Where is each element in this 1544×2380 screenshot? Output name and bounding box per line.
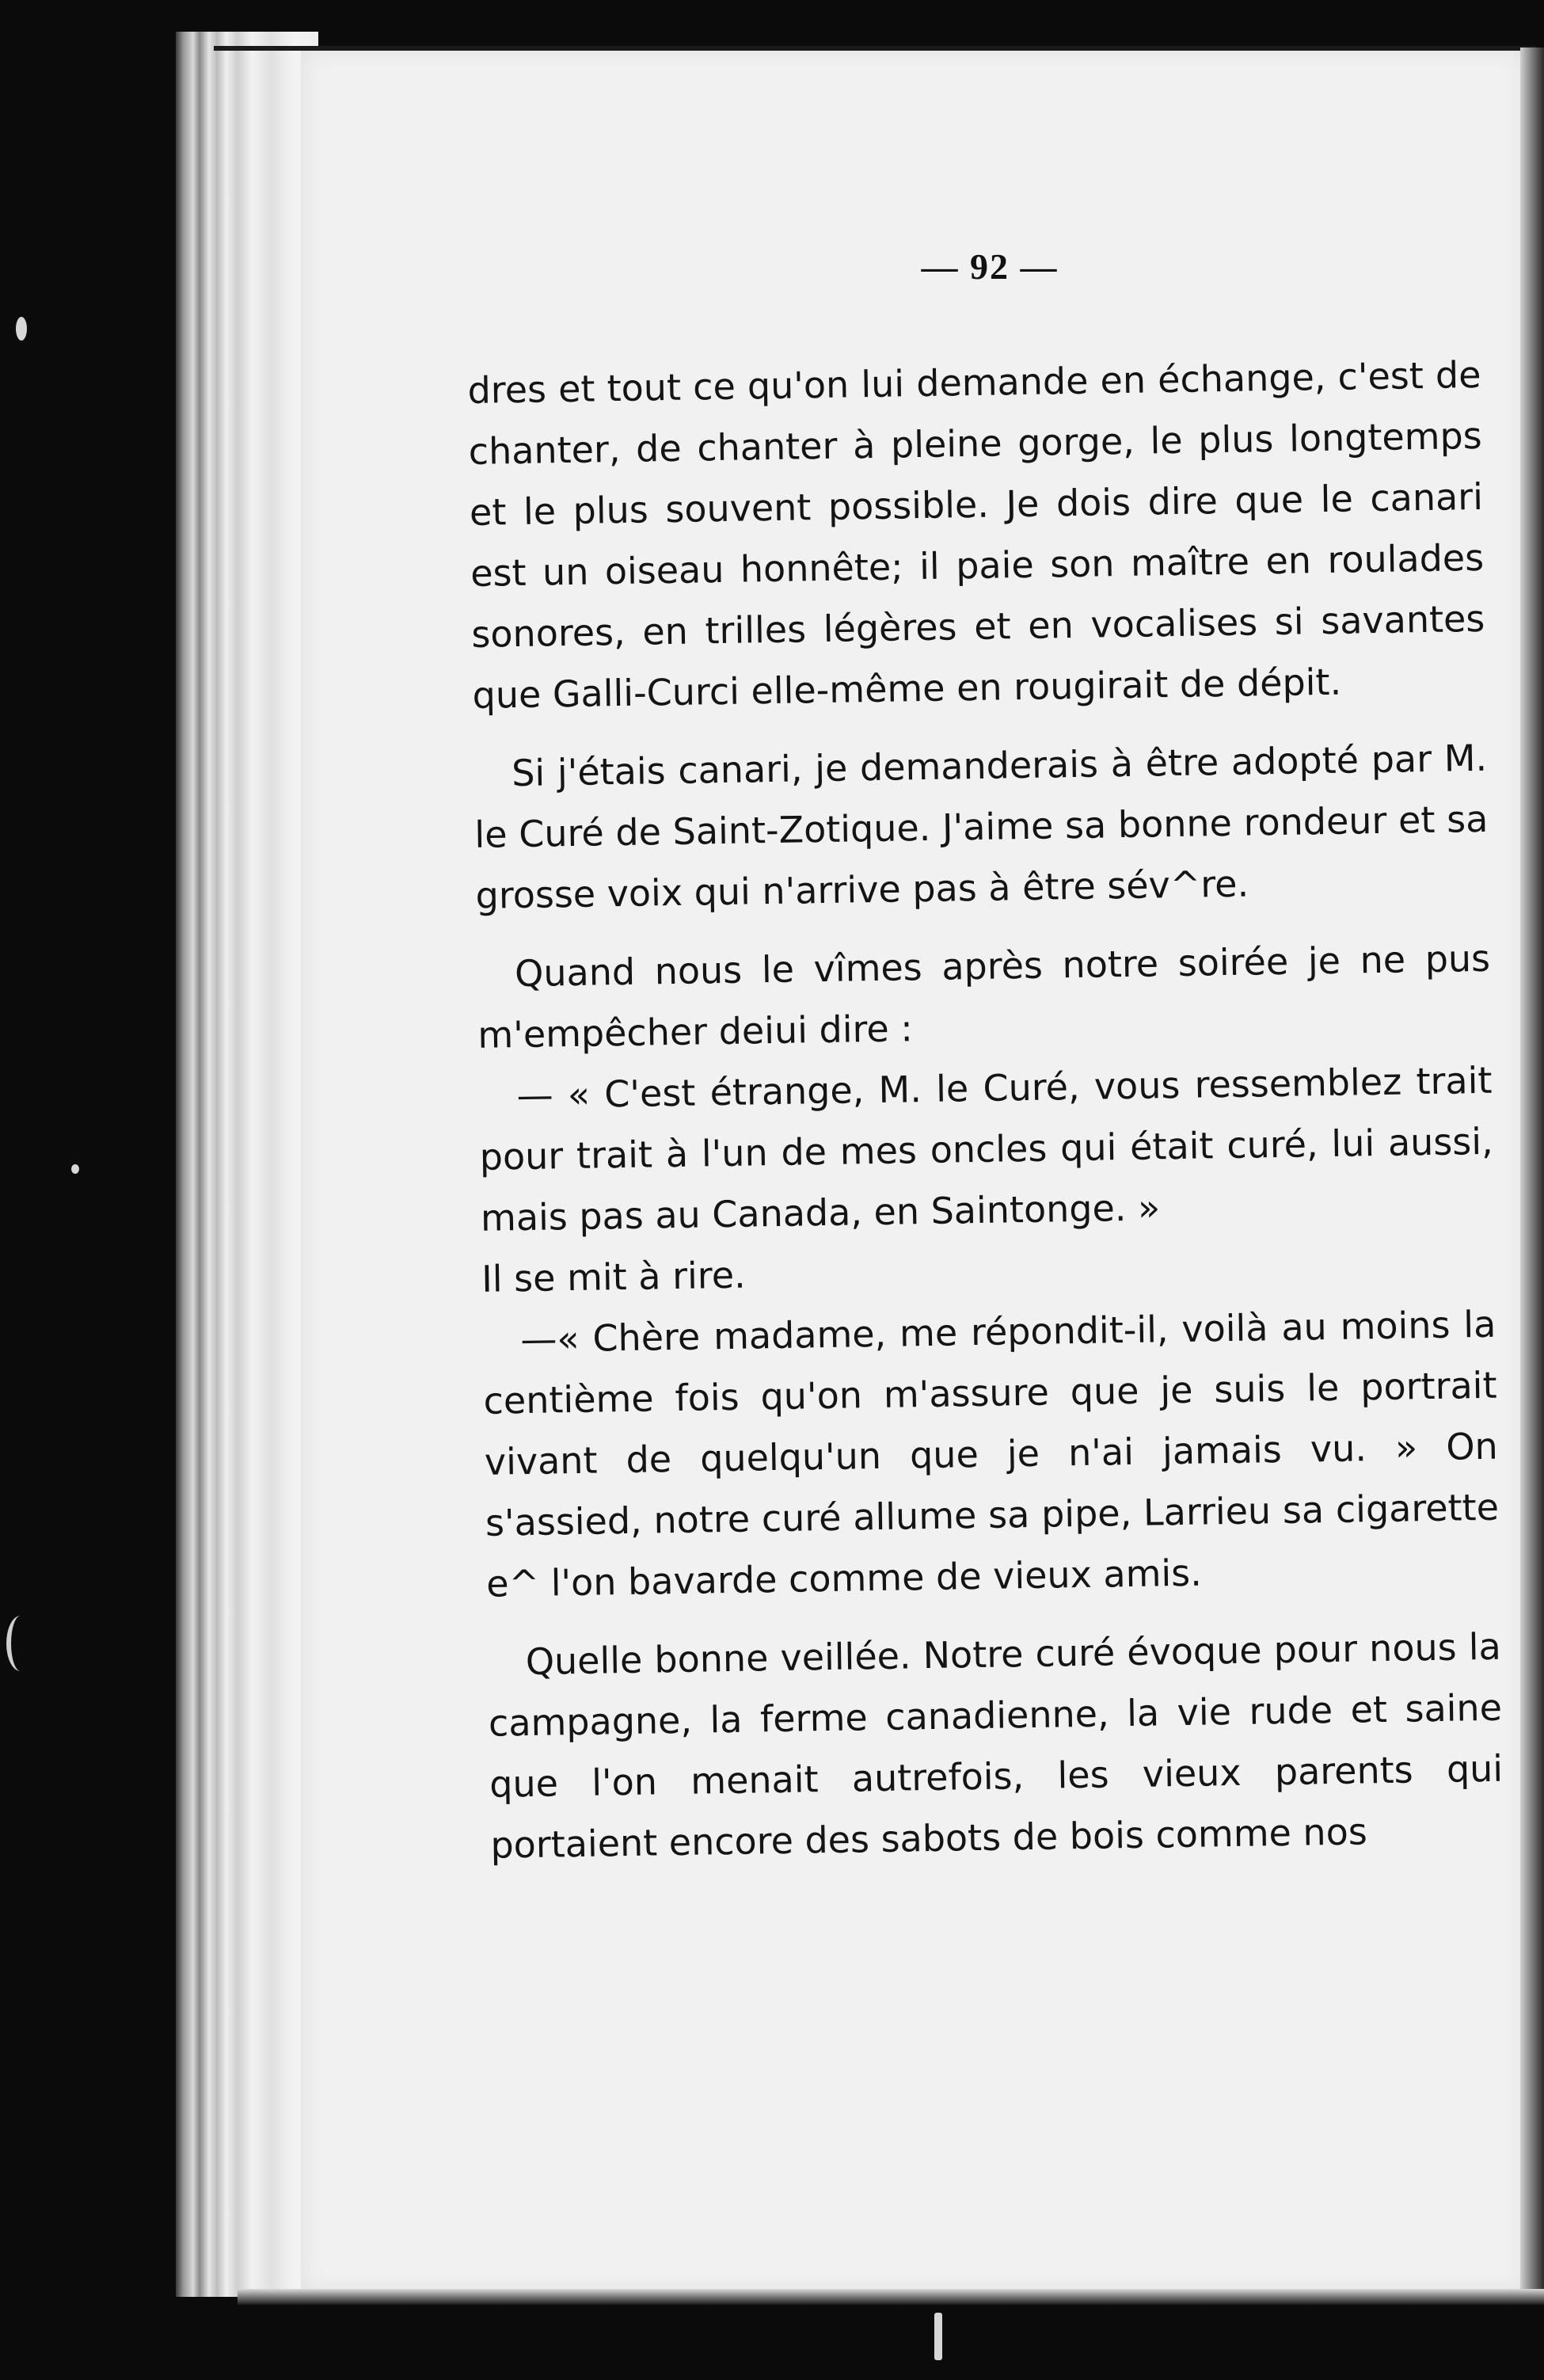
scan-speck (71, 1164, 79, 1174)
paragraph: — « C'est étrange, M. le Curé, vous ressemblez trait pour trait à l'un de mes oncles qui était curé, lui aussi, mais pas au Canada, en Saintonge. » (479, 1058, 1494, 1240)
bottom-page-edge (238, 2289, 1544, 2305)
paragraph: Quelle bonne veillée. Notre curé évoque pour nous la campagne, la ferme canadienne, la vie rude et saine que l'on menait autrefois, les vieux parents qui portaient encore des sabots de bois comme nos (488, 1624, 1504, 1867)
page-number: — 92 — (921, 246, 1059, 287)
scan-speck (934, 2313, 942, 2360)
scan-speck (6, 1616, 35, 1671)
paragraph: Il se mit à rire. (481, 1253, 747, 1300)
top-page-edge (214, 46, 1536, 51)
scan-speck (16, 317, 27, 341)
paragraph: Quand nous le vîmes après notre soirée je ne pus m'empêcher deiui dire : (477, 936, 1491, 1057)
book-binding-edge (176, 32, 318, 2297)
paragraph: —« Chère madame, me répondit-il, voilà au moins la centième fois qu'on m'assure que je suis le portrait vivant de quelqu'un que je n'ai jamais vu. » On s'assied, notre curé allume sa pipe, Larrieu sa cigarette e^ l'on bavarde comme de vieux amis. (483, 1302, 1500, 1605)
body-text (467, 345, 1504, 1876)
paragraph: dres et tout ce qu'on lui demande en échange, c'est de chanter, de chanter à pleine gorge, le plus longtemps et le plus souvent possible. Je dois dire que le canari est un oiseau honnête; il paie son maître en roulades sonores, en trilles légères et en vocalises si savantes que Galli-Curci elle-même en rougirait de dépit. (467, 352, 1485, 717)
paragraph: Si j'étais canari, je demanderais à être adopté par M. le Curé de Saint-Zotique. J'aime sa bonne rondeur et sa grosse voix qui n'arrive pas à être sév^re. (473, 736, 1489, 917)
right-page-edge (1520, 48, 1544, 2297)
